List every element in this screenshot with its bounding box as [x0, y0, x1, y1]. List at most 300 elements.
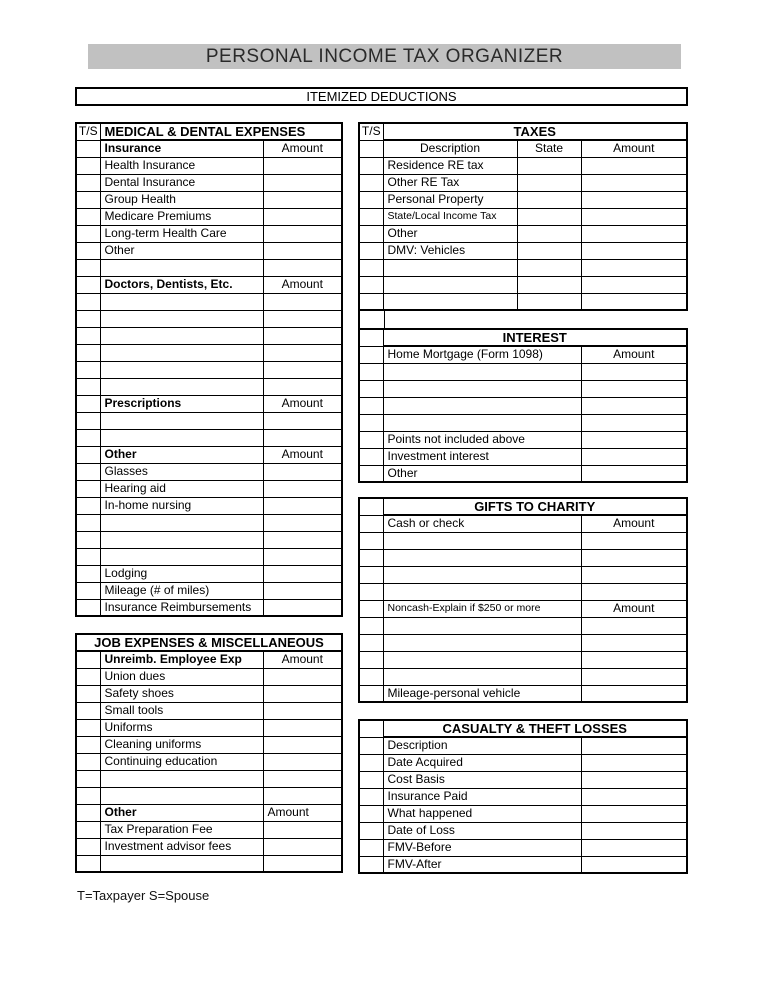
amount-cell	[581, 822, 687, 839]
amount-cell	[263, 259, 342, 276]
amount-cell	[263, 599, 342, 616]
row-label-cell: Mileage (# of miles)	[100, 582, 263, 599]
table-row	[359, 465, 687, 482]
ts-cell	[76, 668, 100, 685]
row-label-cell: Description	[383, 737, 581, 754]
row-label-cell: What happened	[383, 805, 581, 822]
ts-cell	[76, 140, 100, 157]
ts-cell	[76, 174, 100, 191]
ts-cell	[359, 839, 383, 856]
ts-cell	[76, 702, 100, 719]
ts-cell	[359, 651, 383, 668]
amount-cell	[581, 448, 687, 465]
row-label-cell: Other	[383, 225, 517, 242]
row-label-cell: Cost Basis	[383, 771, 581, 788]
amount-cell	[263, 310, 342, 327]
row-label-cell: Insurance	[100, 140, 263, 157]
row-label-cell	[100, 327, 263, 344]
row-label-cell: Safety shoes	[100, 685, 263, 702]
job-expenses-misc-table	[75, 633, 343, 873]
ts-cell	[359, 225, 383, 242]
row-label-cell: Cash or check	[383, 515, 581, 532]
amount-cell	[581, 191, 687, 208]
amount-cell	[263, 514, 342, 531]
table-row	[76, 344, 342, 361]
table-row	[76, 480, 342, 497]
ts-cell	[76, 310, 100, 327]
row-label-cell	[383, 634, 581, 651]
amount-cell: Amount	[263, 651, 342, 668]
table-row	[76, 225, 342, 242]
table-title: JOB EXPENSES & MISCELLANEOUS	[76, 634, 342, 651]
amount-cell	[263, 480, 342, 497]
row-label-cell: Other	[383, 465, 581, 482]
amount-cell: Amount	[263, 276, 342, 293]
ts-cell	[76, 736, 100, 753]
ts-cell	[359, 140, 383, 157]
table-row	[76, 140, 342, 157]
row-label-cell: Long-term Health Care	[100, 225, 263, 242]
table-row	[76, 531, 342, 548]
table-row	[359, 532, 687, 549]
casualty-theft-losses-table	[358, 719, 688, 874]
table-row	[359, 583, 687, 600]
table-title: TAXES	[383, 123, 687, 140]
table-row	[359, 668, 687, 685]
table-row	[359, 685, 687, 702]
table-row	[76, 753, 342, 770]
amount-cell	[581, 685, 687, 702]
taxes-table	[358, 122, 688, 311]
medical-dental-expenses-table	[75, 122, 343, 617]
amount-cell	[581, 276, 687, 293]
table-row	[359, 191, 687, 208]
ts-cell	[76, 429, 100, 446]
row-label-cell: Group Health	[100, 191, 263, 208]
ts-cell	[76, 446, 100, 463]
table-header-row	[359, 720, 687, 737]
amount-cell	[581, 788, 687, 805]
row-label-cell: Residence RE tax	[383, 157, 517, 174]
ts-cell	[76, 497, 100, 514]
ts-cell	[359, 856, 383, 873]
row-label-cell	[100, 787, 263, 804]
table-row	[359, 276, 687, 293]
row-label-cell: Tax Preparation Fee	[100, 821, 263, 838]
ts-cell	[76, 855, 100, 872]
amount-cell	[263, 157, 342, 174]
row-label-cell	[383, 380, 581, 397]
table-row	[359, 397, 687, 414]
ts-cell	[359, 515, 383, 532]
row-label-cell: DMV: Vehicles	[383, 242, 517, 259]
table-row	[76, 191, 342, 208]
amount-cell	[581, 549, 687, 566]
table-row	[76, 736, 342, 753]
ts-cell	[359, 293, 383, 310]
amount-cell	[263, 208, 342, 225]
amount-cell	[263, 497, 342, 514]
amount-cell	[581, 583, 687, 600]
ts-cell	[76, 480, 100, 497]
row-label-cell: Prescriptions	[100, 395, 263, 412]
table-row	[76, 787, 342, 804]
ts-cell	[359, 566, 383, 583]
row-label-cell	[100, 531, 263, 548]
table-row	[359, 805, 687, 822]
row-label-cell: Lodging	[100, 565, 263, 582]
amount-cell	[263, 344, 342, 361]
table-row	[359, 293, 687, 310]
table-row	[76, 497, 342, 514]
row-label-cell	[100, 293, 263, 310]
table-row	[359, 788, 687, 805]
table-row	[76, 838, 342, 855]
row-label-cell: Unreimb. Employee Exp	[100, 651, 263, 668]
table-row	[76, 395, 342, 412]
amount-cell	[581, 856, 687, 873]
table-row	[76, 651, 342, 668]
table-row	[76, 599, 342, 616]
ts-cell	[76, 787, 100, 804]
row-label-cell: Date Acquired	[383, 754, 581, 771]
page-title: PERSONAL INCOME TAX ORGANIZER	[88, 44, 681, 69]
row-label-cell: State/Local Income Tax	[383, 208, 517, 225]
amount-cell: Amount	[263, 446, 342, 463]
table-header-row	[359, 498, 687, 515]
ts-cell	[76, 804, 100, 821]
table-row	[359, 566, 687, 583]
ts-cell	[359, 174, 383, 191]
ts-cell	[359, 737, 383, 754]
row-label-cell: Other	[100, 804, 263, 821]
row-label-cell	[100, 310, 263, 327]
ts-cell	[76, 276, 100, 293]
table-row	[359, 174, 687, 191]
ts-cell	[76, 599, 100, 616]
amount-cell	[263, 787, 342, 804]
amount-cell: Amount	[263, 140, 342, 157]
row-label-cell: Points not included above	[383, 431, 581, 448]
ts-cell	[359, 242, 383, 259]
table-row	[76, 514, 342, 531]
amount-cell	[263, 753, 342, 770]
row-label-cell	[383, 566, 581, 583]
ts-cell	[359, 276, 383, 293]
table-row	[359, 617, 687, 634]
table-row	[76, 685, 342, 702]
row-label-cell: Union dues	[100, 668, 263, 685]
amount-cell	[263, 702, 342, 719]
row-label-cell	[100, 412, 263, 429]
row-label-cell: Insurance Paid	[383, 788, 581, 805]
row-label-cell	[383, 414, 581, 431]
amount-cell	[581, 431, 687, 448]
state-cell	[517, 242, 581, 259]
row-label-cell	[383, 397, 581, 414]
ts-header-cell	[359, 329, 383, 346]
row-label-cell	[383, 363, 581, 380]
row-label-cell: Other RE Tax	[383, 174, 517, 191]
table-title: INTEREST	[383, 329, 687, 346]
ts-cell	[76, 191, 100, 208]
table-title: MEDICAL & DENTAL EXPENSES	[100, 123, 342, 140]
amount-cell	[263, 548, 342, 565]
ts-cell	[359, 805, 383, 822]
amount-cell	[581, 157, 687, 174]
amount-cell	[263, 429, 342, 446]
row-label-cell	[100, 429, 263, 446]
state-cell	[517, 208, 581, 225]
row-label-cell	[100, 378, 263, 395]
ts-header-cell	[359, 498, 383, 515]
row-label-cell	[383, 532, 581, 549]
amount-cell	[263, 821, 342, 838]
ts-cell	[359, 771, 383, 788]
row-label-cell: Other	[100, 446, 263, 463]
table-row	[76, 361, 342, 378]
legend-footnote: T=Taxpayer S=Spouse	[77, 888, 210, 903]
ts-cell	[76, 770, 100, 787]
ts-cell	[76, 208, 100, 225]
state-cell	[517, 157, 581, 174]
state-cell	[517, 174, 581, 191]
ts-cell	[359, 634, 383, 651]
table-row	[76, 702, 342, 719]
amount-cell	[581, 397, 687, 414]
table-row	[76, 821, 342, 838]
row-label-cell: Glasses	[100, 463, 263, 480]
ts-cell	[76, 361, 100, 378]
amount-cell: Amount	[581, 346, 687, 363]
amount-cell	[263, 191, 342, 208]
amount-cell	[263, 361, 342, 378]
ts-cell	[76, 565, 100, 582]
amount-cell: Amount	[581, 140, 687, 157]
ts-cell	[359, 549, 383, 566]
table-row	[76, 242, 342, 259]
table-row	[359, 242, 687, 259]
ts-cell	[76, 719, 100, 736]
row-label-cell	[383, 549, 581, 566]
row-label-cell	[383, 293, 517, 310]
row-label-cell	[100, 361, 263, 378]
amount-cell	[581, 242, 687, 259]
row-label-cell: Investment advisor fees	[100, 838, 263, 855]
ts-cell	[76, 225, 100, 242]
row-label-cell: Doctors, Dentists, Etc.	[100, 276, 263, 293]
state-cell	[517, 259, 581, 276]
table-row	[76, 293, 342, 310]
ts-cell	[76, 378, 100, 395]
amount-cell	[263, 565, 342, 582]
table-row	[76, 378, 342, 395]
row-label-cell: Other	[100, 242, 263, 259]
ts-cell	[359, 668, 383, 685]
table-row	[359, 771, 687, 788]
table-row	[359, 515, 687, 532]
interest-table	[358, 328, 688, 483]
amount-cell	[581, 771, 687, 788]
table-row	[76, 208, 342, 225]
row-label-cell	[100, 259, 263, 276]
row-label-cell: Uniforms	[100, 719, 263, 736]
ts-cell	[76, 685, 100, 702]
row-label-cell: FMV-After	[383, 856, 581, 873]
ts-cell	[359, 414, 383, 431]
ts-cell	[359, 600, 383, 617]
state-cell	[517, 276, 581, 293]
ts-cell	[76, 463, 100, 480]
ts-header-cell: T/S	[76, 123, 100, 140]
table-row	[76, 719, 342, 736]
table-row	[359, 737, 687, 754]
table-title: CASUALTY & THEFT LOSSES	[383, 720, 687, 737]
row-label-cell	[383, 276, 517, 293]
ts-cell	[76, 259, 100, 276]
ts-cell	[359, 431, 383, 448]
table-row	[76, 668, 342, 685]
ts-cell	[76, 412, 100, 429]
amount-cell	[263, 770, 342, 787]
ts-cell	[76, 582, 100, 599]
gifts-to-charity-table	[358, 497, 688, 703]
ts-cell	[76, 514, 100, 531]
ts-cell	[76, 327, 100, 344]
ts-cell	[76, 838, 100, 855]
row-label-cell: Dental Insurance	[100, 174, 263, 191]
state-cell	[517, 293, 581, 310]
row-label-cell: Investment interest	[383, 448, 581, 465]
ts-cell	[359, 157, 383, 174]
table-row	[76, 463, 342, 480]
table-row	[76, 770, 342, 787]
amount-cell	[263, 855, 342, 872]
row-label-cell	[100, 770, 263, 787]
table-row	[359, 634, 687, 651]
table-row	[359, 448, 687, 465]
row-label-cell	[383, 617, 581, 634]
table-row	[359, 754, 687, 771]
ts-cell	[359, 788, 383, 805]
table-row	[359, 363, 687, 380]
table-row	[359, 208, 687, 225]
row-label-cell: Hearing aid	[100, 480, 263, 497]
table-row	[76, 276, 342, 293]
amount-cell	[581, 363, 687, 380]
table-row	[76, 327, 342, 344]
amount-cell	[581, 668, 687, 685]
table-row	[76, 804, 342, 821]
table-row	[359, 380, 687, 397]
amount-cell	[263, 668, 342, 685]
row-label-cell: Health Insurance	[100, 157, 263, 174]
ts-cell	[76, 753, 100, 770]
row-label-cell	[100, 855, 263, 872]
table-row	[76, 412, 342, 429]
ts-cell	[359, 208, 383, 225]
amount-cell: Amount	[263, 804, 342, 821]
amount-cell	[263, 225, 342, 242]
table-row	[76, 174, 342, 191]
table-row	[76, 855, 342, 872]
ts-cell	[359, 259, 383, 276]
table-row	[76, 259, 342, 276]
row-label-cell: Noncash-Explain if $250 or more	[383, 600, 581, 617]
table-row	[359, 225, 687, 242]
row-label-cell	[100, 514, 263, 531]
amount-cell	[581, 465, 687, 482]
ts-cell	[76, 651, 100, 668]
table-row	[76, 548, 342, 565]
table-row	[359, 822, 687, 839]
amount-cell	[581, 737, 687, 754]
ts-cell	[76, 395, 100, 412]
amount-cell	[263, 378, 342, 395]
row-label-cell: FMV-Before	[383, 839, 581, 856]
row-label-cell: In-home nursing	[100, 497, 263, 514]
amount-cell	[581, 634, 687, 651]
ts-cell	[76, 531, 100, 548]
table-row	[359, 856, 687, 873]
table-row	[359, 600, 687, 617]
row-label-cell: Date of Loss	[383, 822, 581, 839]
ts-header-cell	[359, 720, 383, 737]
amount-cell: Amount	[581, 600, 687, 617]
amount-cell	[263, 463, 342, 480]
table-row	[76, 582, 342, 599]
row-label-cell: Medicare Premiums	[100, 208, 263, 225]
ts-cell	[359, 191, 383, 208]
table-row	[359, 431, 687, 448]
row-label-cell: Description	[383, 140, 517, 157]
ts-cell	[359, 685, 383, 702]
table-row	[359, 839, 687, 856]
table-row	[359, 259, 687, 276]
amount-cell	[581, 754, 687, 771]
row-label-cell	[383, 651, 581, 668]
ts-cell	[76, 821, 100, 838]
ts-cell	[76, 344, 100, 361]
amount-cell	[263, 174, 342, 191]
amount-cell	[581, 174, 687, 191]
amount-cell	[581, 259, 687, 276]
table-header-row	[76, 123, 342, 140]
table-row	[76, 157, 342, 174]
state-cell	[517, 191, 581, 208]
amount-cell	[581, 532, 687, 549]
ts-column-spacer	[358, 311, 385, 328]
ts-cell	[359, 583, 383, 600]
row-label-cell	[100, 548, 263, 565]
table-row	[76, 429, 342, 446]
ts-cell	[359, 363, 383, 380]
ts-cell	[359, 397, 383, 414]
amount-cell	[263, 531, 342, 548]
state-cell: State	[517, 140, 581, 157]
ts-cell	[359, 617, 383, 634]
table-header-row	[359, 329, 687, 346]
amount-cell	[263, 736, 342, 753]
amount-cell	[263, 242, 342, 259]
row-label-cell	[383, 668, 581, 685]
ts-cell	[359, 448, 383, 465]
amount-cell	[263, 582, 342, 599]
amount-cell	[263, 327, 342, 344]
row-label-cell: Personal Property	[383, 191, 517, 208]
amount-cell	[581, 839, 687, 856]
ts-cell	[359, 346, 383, 363]
